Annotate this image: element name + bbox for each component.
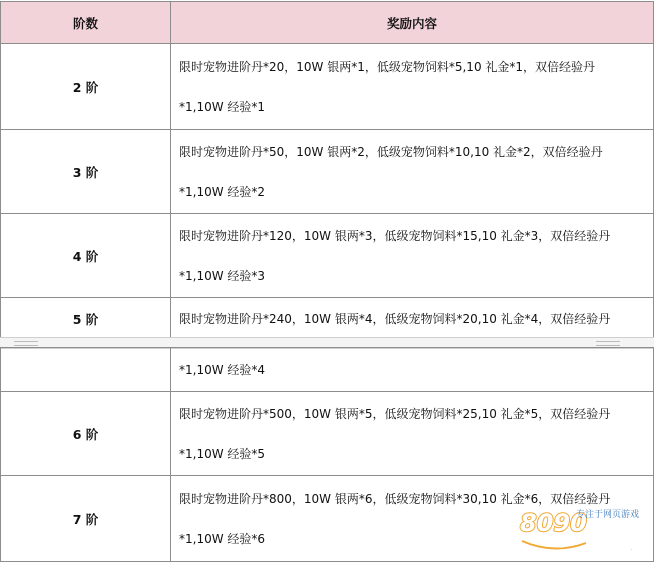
tier-cell: 6 阶 [1, 392, 171, 476]
table-row [1, 214, 654, 298]
reward-text-line: *1,10W 经验*6 [179, 531, 266, 546]
reward-cell [171, 214, 654, 298]
reward-text-line: *1,10W 经验*1 [179, 99, 266, 114]
reward-cell [171, 130, 654, 214]
reward-text-line: 限时宠物进阶丹*800，10W 银两*6，低级宠物饲料*30,10 礼金*6，双倍经验丹 [179, 491, 611, 506]
reward-text-line: *1,10W 经验*3 [179, 268, 266, 283]
reward-text-line: *1,10W 经验*5 [179, 446, 266, 461]
tier-cell: 2 阶 [1, 44, 171, 130]
reward-text-line: 限时宠物进阶丹*120，10W 银两*3，低级宠物饲料*15,10 礼金*3，双倍经验丹 [179, 228, 611, 243]
table-row [1, 44, 654, 130]
table-row [1, 392, 654, 476]
reward-text-line: 限时宠物进阶丹*240，10W 银两*4，低级宠物饲料*20,10 礼金*4，双倍经验丹 [179, 311, 611, 326]
reward-cell [171, 348, 654, 392]
reward-column-header: 奖励内容 [171, 2, 654, 44]
reward-text-line: 限时宠物进阶丹*500，10W 银两*5，低级宠物饲料*25,10 礼金*5，双倍经验丹 [179, 406, 611, 421]
table-row [1, 298, 654, 340]
reward-text-line: 限时宠物进阶丹*20，10W 银两*1，低级宠物饲料*5,10 礼金*1，双倍经验丹 [179, 59, 596, 74]
reward-text-line: *1,10W 经验*2 [179, 184, 266, 199]
tier-cell: 5 阶 [1, 298, 171, 340]
reward-cell [171, 298, 654, 340]
table-row [1, 130, 654, 214]
tier-cell: 7 阶 [1, 476, 171, 562]
reward-text-line: 限时宠物进阶丹*50，10W 银两*2，低级宠物饲料*10,10 礼金*2，双倍经验丹 [179, 144, 603, 159]
tier-cell-continued [1, 348, 171, 392]
reward-cell [171, 392, 654, 476]
svg-text:游戏: 游戏 [590, 530, 635, 555]
reward-cell [171, 44, 654, 130]
watermark-logo [514, 497, 654, 560]
reward-table-part-1 [0, 1, 654, 340]
svg-text:8090: 8090 [520, 509, 587, 537]
tier-cell: 4 阶 [1, 214, 171, 298]
tier-cell: 3 阶 [1, 130, 171, 214]
table-header-row [1, 2, 654, 44]
table-row [1, 348, 654, 392]
seam-marker [596, 341, 620, 346]
svg-text:专注于网页游戏: 专注于网页游戏 [576, 510, 640, 520]
reward-text-line: *1,10W 经验*4 [179, 362, 266, 377]
tier-column-header: 阶数 [1, 2, 171, 44]
seam-marker [14, 341, 38, 346]
